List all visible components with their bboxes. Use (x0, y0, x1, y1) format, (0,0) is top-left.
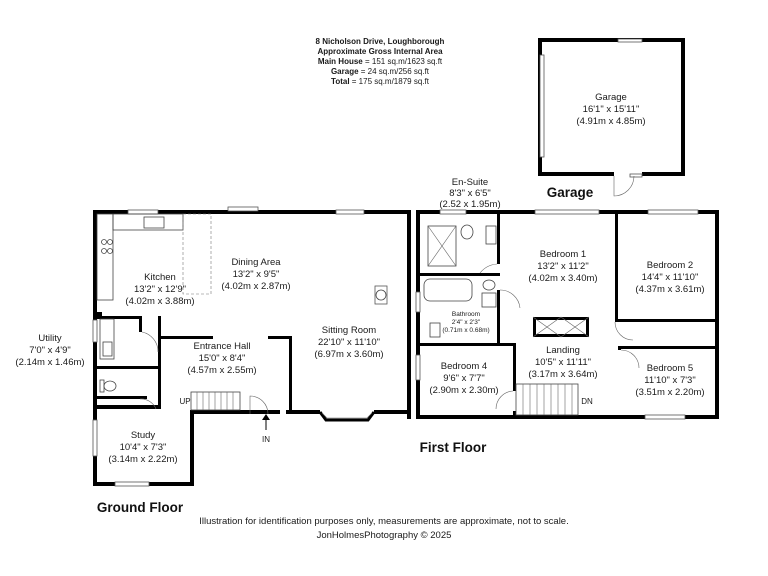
bedroom2-name: Bedroom 2 (646, 260, 694, 271)
disclaimer: Illustration for identification purposes only, measurements are approximate, not to scale. (199, 516, 569, 527)
study-name: Study (130, 430, 156, 441)
utility-name: Utility (38, 333, 62, 344)
dining-name: Dining Area (231, 257, 281, 268)
sitting-dims-metric: (6.97m x 3.60m) (314, 349, 384, 360)
area-title: Approximate Gross Internal Area (317, 47, 443, 56)
garage-window (618, 39, 642, 42)
kitchen-name: Kitchen (144, 272, 176, 283)
credit: JonHolmesPhotography © 2025 (316, 530, 452, 541)
bedroom1-dims-metric: (4.02m x 3.40m) (528, 273, 598, 284)
stove (375, 286, 387, 304)
landing-dims-imperial: 10'5" x 11'11" (535, 357, 591, 368)
bathroom-name: Bathroom (451, 311, 481, 318)
utility-dims-metric: (2.14m x 1.46m) (15, 357, 85, 368)
garage-dims-metric: (4.91m x 4.85m) (576, 116, 646, 127)
kitchen-dims-metric: (4.02m x 3.88m) (125, 296, 195, 307)
stairs-up-marker: UP (179, 397, 191, 406)
bedroom4-name: Bedroom 4 (440, 361, 488, 372)
entrance-in-marker: IN (262, 435, 270, 444)
ground-floor-plan (15, 207, 411, 515)
entrance-name: Entrance Hall (193, 341, 251, 352)
area-summary (316, 37, 445, 86)
ensuite-dims-metric: (2.52 x 1.95m) (439, 199, 501, 210)
entrance-dims-imperial: 15'0" x 8'4" (198, 353, 246, 364)
stairs-down-marker: DN (581, 397, 593, 406)
address: 8 Nicholson Drive, Loughborough (315, 37, 445, 46)
sitting-dims-imperial: 22'10" x 11'10" (318, 337, 380, 348)
garage-area: Garage = 24 sq.m/256 sq.ft (330, 67, 430, 76)
study-dims-metric: (3.14m x 2.22m) (108, 454, 178, 465)
garage-plan (538, 38, 685, 200)
bedroom1-dims-imperial: 13'2" x 11'2" (537, 261, 589, 272)
bathroom-dims-metric: (0.71m x 0.68m) (442, 327, 490, 334)
entrance-dims-metric: (4.57m x 2.55m) (187, 365, 257, 376)
utility-dims-imperial: 7'0" x 4'9" (29, 345, 71, 356)
dining-dims-metric: (4.02m x 2.87m) (221, 281, 291, 292)
bedroom2-dims-imperial: 14'4" x 11'10" (641, 272, 699, 283)
first-stairs (516, 384, 578, 415)
first-floor-label: First Floor (419, 440, 487, 455)
ensuite-name: En-Suite (451, 177, 489, 188)
kitchen-worktop (97, 214, 113, 300)
ground-floor-label: Ground Floor (96, 500, 184, 515)
dining-window (228, 207, 258, 211)
bedroom1-name: Bedroom 1 (539, 249, 587, 260)
bedroom5-dims-metric: (3.51m x 2.20m) (635, 387, 705, 398)
bedroom4-dims-metric: (2.90m x 2.30m) (429, 385, 499, 396)
main-house-area: Main House = 151 sq.m/1623 sq.ft (317, 57, 443, 66)
bedroom2-dims-metric: (4.37m x 3.61m) (635, 284, 705, 295)
study-dims-imperial: 10'4" x 7'3" (119, 442, 167, 453)
landing-dims-metric: (3.17m x 3.64m) (528, 369, 598, 380)
garage-dims-imperial: 16'1" x 15'11" (582, 104, 640, 115)
garage-name: Garage (595, 92, 627, 103)
landing-name: Landing (546, 345, 580, 356)
sitting-name: Sitting Room (321, 325, 377, 336)
total-area: Total = 175 sq.m/1879 sq.ft (331, 77, 429, 86)
dining-dims-imperial: 13'2" x 9'5" (232, 269, 280, 280)
kitchen-dims-imperial: 13'2" x 12'9" (133, 284, 187, 295)
bedroom4-dims-imperial: 9'6" x 7'7" (443, 373, 485, 384)
bedroom5-dims-imperial: 11'10" x 7'3" (644, 375, 696, 386)
bathtub (424, 279, 472, 301)
first-floor-plan (416, 177, 719, 455)
bay-window (320, 412, 374, 420)
bedroom5-name: Bedroom 5 (646, 363, 694, 374)
bathroom-dims-imperial: 2'4" x 2'3" (451, 319, 481, 326)
garage-door (540, 55, 544, 157)
ensuite-dims-imperial: 8'3" x 6'5" (449, 188, 491, 199)
garage-floor-label: Garage (546, 185, 594, 200)
ground-stairs (191, 392, 240, 410)
